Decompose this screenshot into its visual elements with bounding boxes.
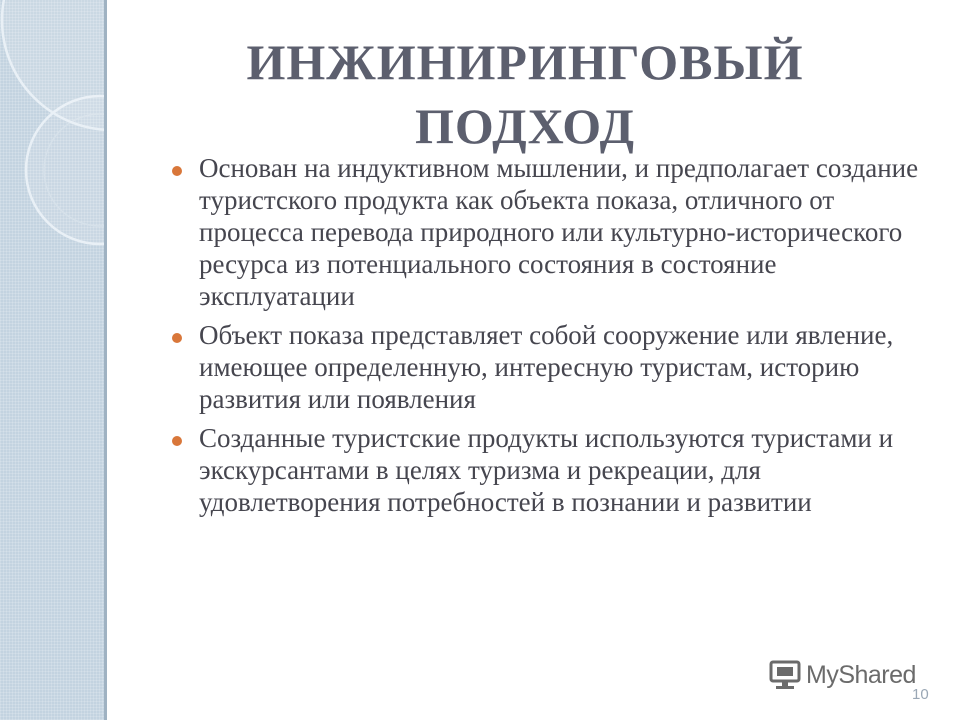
bullet-text: Созданные туристские продукты используются туристами и экскурсантами в целях туризма и рекреации, для удовлетворения потребностей в познании и развитии xyxy=(199,423,894,517)
bullet-dot xyxy=(172,166,182,176)
sidebar-divider xyxy=(104,0,107,720)
decorative-sidebar xyxy=(0,0,106,720)
bullet-text: Основан на индуктивном мышлении, и предполагает создание туристского продукта как объекта показа, отличного от процесса перевода природного или культурно-исторического ресурса из потенциального состояния в состояние эксплуатации xyxy=(199,153,919,311)
bullet-dot xyxy=(172,436,182,446)
bullet-list xyxy=(172,152,924,525)
watermark-text: MyShared xyxy=(806,660,916,689)
monitor-icon xyxy=(768,658,802,692)
myshared-watermark xyxy=(768,655,916,695)
page-number: 10 xyxy=(912,686,929,703)
bullet-item xyxy=(172,319,924,415)
bullet-item xyxy=(172,422,924,518)
bullet-text: Объект показа представляет собой сооружение или явление, имеющее определенную, интересную туристам, историю развития или появления xyxy=(199,320,894,414)
bullet-dot xyxy=(172,333,182,343)
decorative-circles xyxy=(0,0,106,720)
slide-title: ИНЖИНИРИНГОВЫЙ ПОДХОД xyxy=(246,34,804,154)
bullet-item xyxy=(172,152,924,312)
